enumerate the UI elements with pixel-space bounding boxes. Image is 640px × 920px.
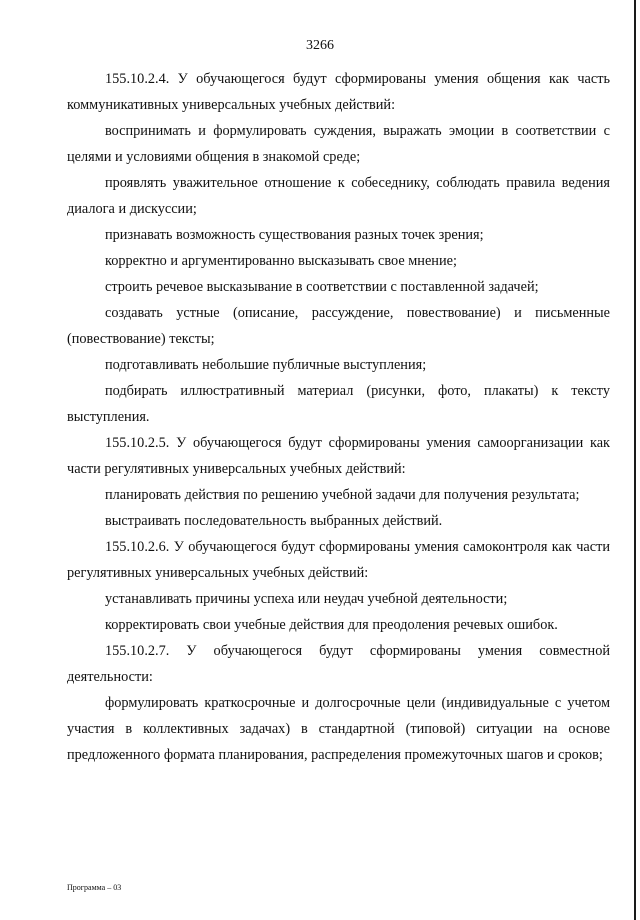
- list-item: корректно и аргументированно высказывать свое мнение;: [105, 253, 457, 269]
- list-item: корректировать свои учебные действия для преодоления речевых ошибок.: [105, 617, 558, 633]
- list-item: проявлять уважительное отношение к собеседнику, соблюдать правила ведения диалога и дискуссии;: [67, 175, 610, 217]
- list-item: создавать устные (описание, рассуждение, повествование) и письменные (повествование) тексты;: [67, 305, 610, 347]
- list-item: формулировать краткосрочные и долгосрочные цели (индивидуальные с учетом участия в коллективных задачах) в стандартной (типовой) ситуации на основе предложенного формата планирования, распределения промежуточных шагов и сроков;: [67, 695, 610, 763]
- list-item: строить речевое высказывание в соответствии с поставленной задачей;: [105, 279, 539, 295]
- list-item: подбирать иллюстративный материал (рисунки, фото, плакаты) к тексту выступления.: [67, 383, 610, 425]
- page-number: 3266: [306, 38, 334, 53]
- paragraph-155-10-2-5: 155.10.2.5. У обучающегося будут сформированы умения самоорганизации как части регулятивных универсальных учебных действий:: [67, 435, 610, 477]
- footer-label: Программа – 03: [67, 883, 122, 892]
- paragraph-155-10-2-7: 155.10.2.7. У обучающегося будут сформированы умения совместной деятельности:: [67, 643, 610, 685]
- paragraph-155-10-2-4: 155.10.2.4. У обучающегося будут сформированы умения общения как часть коммуникативных универсальных учебных действий:: [67, 71, 610, 113]
- list-item: признавать возможность существования разных точек зрения;: [105, 227, 484, 243]
- list-item: воспринимать и формулировать суждения, выражать эмоции в соответствии с целями и условиями общения в знакомой среде;: [67, 123, 610, 165]
- document-body: [67, 66, 610, 768]
- list-item: планировать действия по решению учебной задачи для получения результата;: [105, 487, 580, 503]
- scan-edge: [634, 0, 636, 920]
- list-item: подготавливать небольшие публичные выступления;: [105, 357, 427, 373]
- list-item: выстраивать последовательность выбранных действий.: [105, 513, 443, 529]
- list-item: устанавливать причины успеха или неудач учебной деятельности;: [105, 591, 508, 607]
- paragraph-155-10-2-6: 155.10.2.6. У обучающегося будут сформированы умения самоконтроля как части регулятивных универсальных учебных действий:: [67, 539, 610, 581]
